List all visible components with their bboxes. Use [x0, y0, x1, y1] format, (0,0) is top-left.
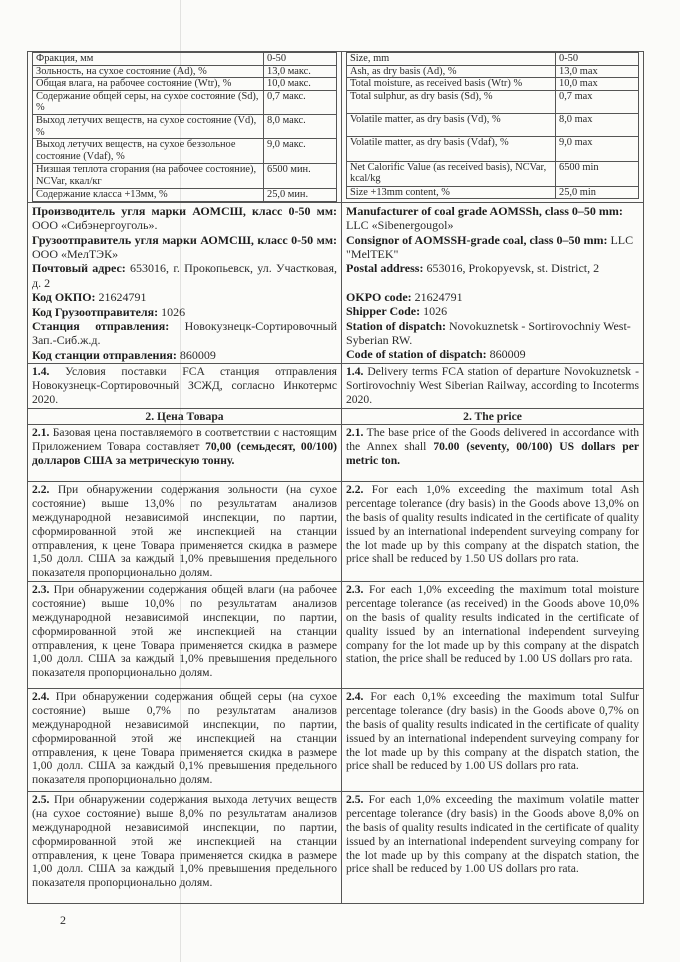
okpo-en: [346, 290, 639, 304]
clause-en: [342, 689, 644, 792]
spec-parameter: Volatile matter, as dry basis (Vdaf), %: [347, 136, 556, 161]
label: Consignor of AOMSSH-grade coal, class 0–50 mm:: [346, 232, 608, 247]
clause-number: 2.3.: [346, 583, 364, 597]
spec-table-row: [33, 65, 337, 78]
spec-value: 13,0 макс.: [264, 65, 337, 78]
section-heading-ru: 2. Цена Товара: [28, 408, 342, 425]
spec-table-row: [347, 65, 639, 78]
clause-2-1-en: [342, 425, 644, 482]
label: Грузоотправитель угля марки АОМСШ, класс 0-50 мм:: [32, 232, 337, 247]
label: Manufacturer of coal grade AOMSSh, class 0–50 mm:: [346, 203, 623, 218]
spec-table-row: [347, 186, 639, 199]
clause-number: 2.5.: [32, 793, 50, 807]
value: 21624791: [95, 290, 147, 305]
spec-value: 9,0 макс.: [264, 139, 337, 164]
station-code-en: [346, 347, 639, 361]
clause-number: 2.1.: [346, 426, 364, 440]
clause-en: [342, 582, 644, 689]
spec-table-row: [347, 161, 639, 186]
clause-number: 2.4.: [346, 690, 364, 704]
spec-parameter: Size, mm: [347, 53, 556, 66]
station-en: [346, 319, 639, 348]
clause-text: При обнаружении содержания зольности (на сухое состояние) выше 13,0% по результатам анализов международной независимой инспекции, по партии, сформированной этой же инспекцией на станции отправления, к цене Товара применяется скидка в размере 1,50 долл. США за каждый 1,0% превышения предельного показателя пропорционально долям.: [32, 483, 337, 580]
consignor-en: [346, 233, 639, 262]
spec-table-row: [347, 136, 639, 161]
info-row: [28, 202, 644, 363]
clause-text: При обнаружении содержания выхода летучих веществ (на сухое состояние) выше 8,0% по результатам анализов международной независимой инспекции, по партии, сформированной этой же инспекцией на станции отправления, к цене Товара применяется скидка в размере 1,00 долл. США за каждый 1,0% превышения предельного показателя пропорционально долям.: [32, 793, 337, 890]
section-2-heading-row: [28, 408, 644, 425]
spec-table-en: [346, 52, 639, 199]
spec-value: 25,0 мин.: [264, 189, 337, 202]
clause-en: [342, 792, 644, 904]
label: OKPO code:: [346, 289, 412, 304]
value: ООО «МелТЭК»: [32, 246, 119, 261]
spec-parameter: Низшая теплота сгорания (на рабочее состояние), NCVar, ккал/кг: [33, 164, 264, 189]
spec-table-row: [347, 113, 639, 136]
spec-row: [28, 52, 644, 203]
spec-value: 13,0 max: [556, 65, 639, 78]
clause-row: [28, 482, 644, 582]
label: Станция отправления:: [32, 319, 170, 333]
value: LLC «Sibenergougol»: [346, 218, 454, 233]
clause-row: [28, 582, 644, 689]
label: Код станции отправления:: [32, 347, 177, 362]
page-number: 2: [60, 913, 66, 927]
value: 1026: [420, 304, 448, 319]
clause-number: 2.2.: [32, 483, 50, 497]
spec-parameter: Net Calorific Value (as received basis), NCVar, kcal/kg: [347, 161, 556, 186]
spec-table-row: [33, 164, 337, 189]
value: 1026: [158, 304, 186, 319]
spec-value: 6500 мин.: [264, 164, 337, 189]
clause-row: [28, 689, 644, 792]
spec-table-ru: [32, 52, 337, 202]
spec-value: 10,0 макс.: [264, 78, 337, 91]
clause-text: При обнаружении содержания общей влаги (на рабочее состояние) выше 10,0% по результатам анализов международной независимой инспекции, по партии, сформированной этой же инспекцией на станции отправления, к цене Товара применяется скидка в размере 1,00 долл. США за каждый 1,0% превышения предельного показателя пропорционально долям.: [32, 583, 337, 680]
spec-table-row: [33, 90, 337, 114]
price-bold: 70.00 (seventy, 00/100) US dollars per metric ton.: [346, 440, 639, 467]
spec-parameter: Фракция, мм: [33, 53, 264, 66]
spec-en-cell: [342, 52, 644, 203]
clause-text: For each 0,1% exceeding the maximum total Sulfur percentage tolerance (dry basis) in the Goods above 0,7% on the basis of quality results indicated in the certificate of quality issued by an international independent surveying company for the lot made up by this company at the dispatch station, the price shall be reduced by 1.00 US dollars pro rata.: [346, 690, 639, 773]
spec-parameter: Total moisture, as received basis (Wtr) %: [347, 78, 556, 91]
label: Почтовый адрес:: [32, 261, 126, 276]
value: 653016, г. Прокопьевск, ул. Участковая, д. 2: [32, 261, 338, 290]
spec-value: 25,0 min: [556, 186, 639, 199]
value: 860009: [486, 347, 526, 362]
spec-value: 0,7 макс.: [264, 90, 337, 114]
label: Shipper Code:: [346, 304, 421, 319]
clause-text: Условия поставки FCA станция отправления Новокузнецк-Сортировочный ЗСЖД, согласно Инкотермс 2020.: [32, 365, 337, 406]
clause-text: For each 1,0% exceeding the maximum total Ash percentage tolerance (dry basis) in the Goods above 13,0% on the basis of quality results indicated in the certificate of quality issued by an international independent surveying company for the lot made up by this company at the dispatch station, the price shall be reduced by 1.50 US dollars pro rata.: [346, 483, 639, 566]
info-ru: [28, 202, 342, 363]
spec-table-row: [347, 53, 639, 66]
clause-ru: [28, 689, 342, 792]
spec-table-row: [33, 189, 337, 202]
spec-parameter: Общая влага, на рабочее состояние (Wtr), %: [33, 78, 264, 91]
spec-ru-cell: [28, 52, 342, 203]
postal-en: [346, 261, 639, 275]
clause-number: 2.2.: [346, 483, 364, 497]
label: Station of dispatch:: [346, 318, 447, 333]
clause-number: 2.1.: [32, 426, 50, 440]
info-en: [342, 202, 644, 363]
label: Производитель угля марки АОМСШ, класс 0-50 мм:: [32, 203, 337, 218]
postal-ru: [32, 261, 337, 290]
clause-text: The base price of the Goods delivered in accordance with the Annex shall: [346, 426, 639, 454]
spec-value: 0,7 max: [556, 90, 639, 113]
clause-text: For each 1,0% exceeding the maximum volatile matter percentage tolerance (dry basis) in the Goods above 8,0% on the basis of quality results indicated in the certificate of quality issued by an international independent surveying company for the lot made up by this company at the dispatch station, the price shall be reduced by 1.00 US dollars pro rata.: [346, 793, 639, 876]
clause-ru: [28, 792, 342, 904]
spec-value: 6500 min: [556, 161, 639, 186]
clause-text: При обнаружении содержания общей серы (на сухое состояние) выше 0,7% по результатам анализов международной независимой инспекции, по партии, сформированной этой же инспекцией на станции отправления, к цене Товара применяется скидка в размере 1,00 долл. США за каждый 0,1% превышения предельного показателя пропорционально долям.: [32, 690, 337, 787]
contract-table: [27, 51, 644, 904]
clause-number: 2.4.: [32, 690, 50, 704]
shipper-en: [346, 304, 639, 318]
spec-parameter: Содержание класса +13мм, %: [33, 189, 264, 202]
value: 653016, Prokopyevsk, st. District, 2: [423, 261, 600, 276]
clause-text: Базовая цена поставляемого в соответствии с настоящим Приложением Товара составляет: [32, 426, 337, 454]
spec-table-row: [347, 78, 639, 91]
spec-parameter: Содержание общей серы, на сухое состояние (Sd), %: [33, 90, 264, 114]
spec-value: 8,0 max: [556, 113, 639, 136]
spec-parameter: Выход летучих веществ, на сухое состояние (Vd), %: [33, 114, 264, 138]
clause-1-4-ru: [28, 364, 342, 408]
price-bold: 70,00 (семьдесят, 00/100) долларов США за метрическую тонну.: [32, 440, 337, 467]
clause-2-1-row: [28, 425, 644, 482]
clause-2-1-ru: [28, 425, 342, 482]
manufacturer-ru: [32, 204, 337, 233]
label: Code of station of dispatch:: [346, 347, 487, 362]
spec-parameter: Total sulphur, as dry basis (Sd), %: [347, 90, 556, 113]
shipper-ru: [32, 305, 337, 319]
value: 21624791: [411, 289, 463, 304]
clause-ru: [28, 582, 342, 689]
spec-parameter: Volatile matter, as dry basis (Vd), %: [347, 113, 556, 136]
spec-value: 0-50: [556, 53, 639, 66]
value: ООО «Сибэнергоуголь».: [32, 218, 158, 233]
spec-value: 8,0 макс.: [264, 114, 337, 138]
value: Новокузнецк-Сортировочный Зап.-Сиб.ж.д.: [32, 319, 337, 348]
spec-value: 10,0 max: [556, 78, 639, 91]
consignor-ru: [32, 233, 337, 262]
spec-value: 9,0 max: [556, 136, 639, 161]
spec-parameter: Ash, as dry basis (Ad), %: [347, 65, 556, 78]
clause-text: For each 1,0% exceeding the maximum total moisture percentage tolerance (as received) in the Goods above 10,0% on the basis of quality results indicated in the certificate of quality issued by an international independent surveying company for the lot made up by this company at the dispatch station, the price shall be reduced by 1.00 US dollars pro rata.: [346, 583, 639, 666]
clause-number: 1.4.: [346, 365, 364, 379]
spec-table-row: [33, 78, 337, 91]
clause-number: 2.5.: [346, 793, 364, 807]
value: LLC "MelTEK": [346, 232, 634, 261]
clause-number: 2.3.: [32, 583, 50, 597]
clause-ru: [28, 482, 342, 582]
spec-table-row: [33, 53, 337, 66]
label: Код ОКПО:: [32, 290, 96, 305]
spec-parameter: Выход летучих веществ, на сухое беззольное состояние (Vdaf), %: [33, 139, 264, 164]
label: Postal address:: [346, 261, 424, 276]
station-ru: [32, 319, 337, 348]
clause-en: [342, 482, 644, 582]
clause-text: Delivery terms FCA station of departure Novokuznetsk - Sortirovochniy West Siberian Railway, according to Incoterms 2020.: [346, 365, 639, 406]
clause-1-4-en: [342, 364, 644, 408]
spec-parameter: Зольность, на сухое состояние (Ad), %: [33, 65, 264, 78]
label: Код Грузоотправителя:: [32, 304, 159, 319]
clause-row: [28, 792, 644, 904]
okpo-ru: [32, 290, 337, 304]
spec-parameter: Size +13mm content, %: [347, 186, 556, 199]
clause-number: 1.4.: [32, 365, 50, 379]
spec-table-row: [33, 139, 337, 164]
value: Novokuznetsk - Sortirovochniy West-Syberian RW.: [346, 318, 631, 347]
spec-table-row: [33, 114, 337, 138]
spec-table-row: [347, 90, 639, 113]
clause-1-4-row: [28, 364, 644, 408]
spec-value: 0-50: [264, 53, 337, 66]
station-code-ru: [32, 348, 337, 362]
manufacturer-en: [346, 204, 639, 233]
section-heading-en: 2. The price: [342, 408, 644, 425]
value: 860009: [176, 347, 216, 362]
